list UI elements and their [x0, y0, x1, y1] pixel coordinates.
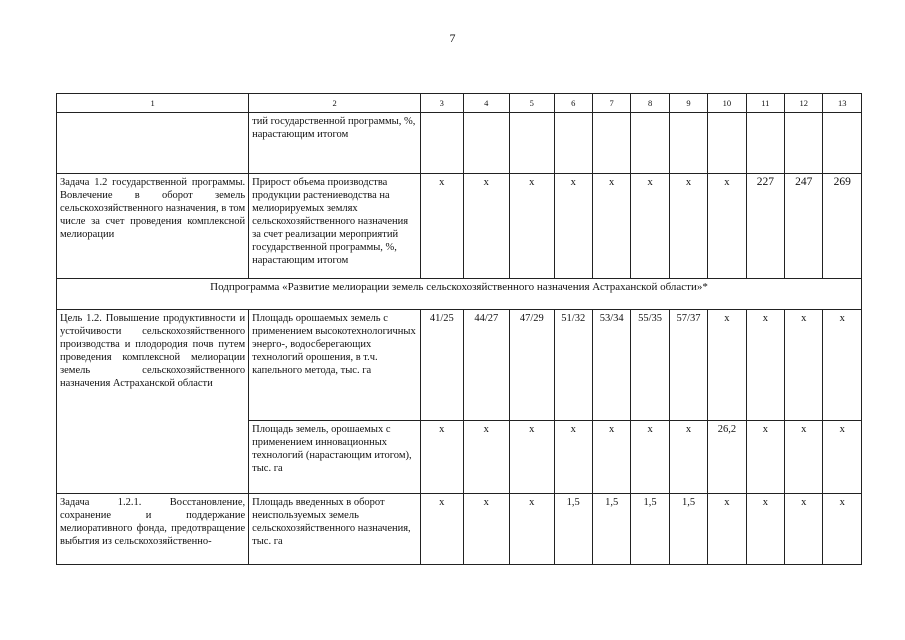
value-cell: х	[746, 494, 784, 565]
value-cell	[746, 113, 784, 174]
indicators-table	[56, 93, 862, 565]
indicator-cell: Прирост объема производства продукции растениеводства на мелиорируемых землях сельскохозяйственного назначения за счет реализации мероприятий государственной программы, %, нарастающим итогом	[249, 174, 421, 279]
indicator-cell: тий государственной программы, %, нарастающим итогом	[249, 113, 421, 174]
value-cell: х	[708, 310, 746, 421]
value-cell: 1,5	[669, 494, 707, 565]
value-cell: х	[421, 174, 463, 279]
column-number: 10	[708, 94, 746, 113]
value-cell: х	[592, 421, 630, 494]
value-cell: х	[463, 421, 510, 494]
value-cell: х	[785, 310, 823, 421]
value-cell: х	[463, 174, 510, 279]
value-cell: х	[510, 174, 554, 279]
goal-cell	[57, 113, 249, 174]
value-cell	[421, 113, 463, 174]
table-row	[57, 494, 862, 565]
subprogram-title: Подпрограмма «Развитие мелиорации земель сельскохозяйственного назначения Астраханской области»*	[57, 279, 862, 310]
column-number: 1	[57, 94, 249, 113]
value-cell: х	[631, 174, 669, 279]
value-cell: х	[669, 174, 707, 279]
value-cell: 1,5	[554, 494, 592, 565]
column-number: 6	[554, 94, 592, 113]
value-cell	[463, 113, 510, 174]
value-cell: х	[785, 494, 823, 565]
value-cell: х	[510, 494, 554, 565]
value-cell: 269	[823, 174, 862, 279]
value-cell: 53/34	[592, 310, 630, 421]
value-cell: х	[554, 174, 592, 279]
column-number: 8	[631, 94, 669, 113]
goal-cell: Задача 1.2.1. Восстановление, сохранение и поддержание мелиоративного фонда, предотвращение выбытия из сельскохозяйственно-	[57, 494, 249, 565]
value-cell: 57/37	[669, 310, 707, 421]
indicator-cell: Площадь орошаемых земель с применением высокотехнологичных энерго-, водосберегающих технологий орошения, в т.ч. капельного метода, тыс. га	[249, 310, 421, 421]
value-cell: 44/27	[463, 310, 510, 421]
value-cell: х	[708, 494, 746, 565]
value-cell: 26,2	[708, 421, 746, 494]
table-row	[57, 113, 862, 174]
column-number: 11	[746, 94, 784, 113]
value-cell: х	[669, 421, 707, 494]
subprogram-row	[57, 279, 862, 310]
value-cell	[708, 113, 746, 174]
goal-cell: Задача 1.2 государственной программы. Вовлечение в оборот земель сельскохозяйственного назначения, в том числе за счет проведения комплексной мелиорации	[57, 174, 249, 279]
table-row	[57, 174, 862, 279]
value-cell	[554, 113, 592, 174]
page-number: 7	[449, 31, 456, 45]
value-cell: х	[463, 494, 510, 565]
value-cell: х	[421, 494, 463, 565]
column-number: 5	[510, 94, 554, 113]
value-cell	[631, 113, 669, 174]
value-cell: 1,5	[592, 494, 630, 565]
column-number: 7	[592, 94, 630, 113]
column-number: 2	[249, 94, 421, 113]
value-cell: х	[823, 310, 862, 421]
value-cell: 227	[746, 174, 784, 279]
value-cell: х	[554, 421, 592, 494]
value-cell	[785, 113, 823, 174]
value-cell: 47/29	[510, 310, 554, 421]
column-number: 4	[463, 94, 510, 113]
column-number: 3	[421, 94, 463, 113]
value-cell: 1,5	[631, 494, 669, 565]
value-cell: х	[708, 174, 746, 279]
value-cell	[669, 113, 707, 174]
column-number: 9	[669, 94, 707, 113]
value-cell: 51/32	[554, 310, 592, 421]
value-cell: 247	[785, 174, 823, 279]
value-cell	[592, 113, 630, 174]
value-cell: х	[823, 494, 862, 565]
value-cell	[510, 113, 554, 174]
indicator-cell: Площадь земель, орошаемых с применением инновационных технологий (нарастающим итогом), тыс. га	[249, 421, 421, 494]
value-cell: х	[510, 421, 554, 494]
value-cell: х	[421, 421, 463, 494]
value-cell: х	[592, 174, 630, 279]
value-cell	[823, 113, 862, 174]
column-number: 12	[785, 94, 823, 113]
value-cell: х	[631, 421, 669, 494]
indicator-cell: Площадь введенных в оборот неиспользуемых земель сельскохозяйственного назначения, тыс. га	[249, 494, 421, 565]
value-cell: х	[746, 310, 784, 421]
value-cell: 55/35	[631, 310, 669, 421]
value-cell: х	[746, 421, 784, 494]
table-row	[57, 310, 862, 421]
value-cell: х	[823, 421, 862, 494]
value-cell: х	[785, 421, 823, 494]
column-number: 13	[823, 94, 862, 113]
goal-cell: Цель 1.2. Повышение продуктивности и устойчивости сельскохозяйственного производства и плодородия почв путем проведения комплексной мелиорации земель сельскохозяйственного назначения Астраханской области	[57, 310, 249, 494]
value-cell: 41/25	[421, 310, 463, 421]
column-number-row	[57, 94, 862, 113]
